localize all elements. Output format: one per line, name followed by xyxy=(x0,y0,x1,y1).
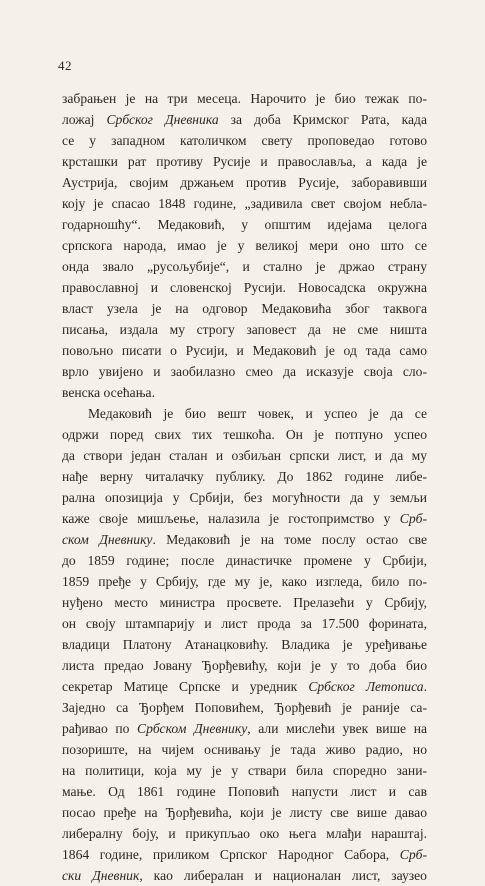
text-line xyxy=(62,466,427,487)
line-text: листа предао Јовану Ђорђевићу, који је у то доба био xyxy=(62,658,427,673)
line-text: српскога народа, имао је у великој мери оно што се xyxy=(62,238,427,253)
line-text: ложај xyxy=(62,112,107,127)
text-line xyxy=(62,214,427,235)
line-text: забрањен је на три месеца. Нарочито је био тежак по- xyxy=(62,91,427,106)
text-line xyxy=(62,844,427,865)
text-line xyxy=(62,697,427,718)
line-text: 1859 пређе у Србију, где му је, како изгледа, било по- xyxy=(62,574,427,589)
line-text: писања, издала му строгу заповест да не сме ништа xyxy=(62,322,427,337)
line-text: да створи један сталан и озбиљан српски лист, и да му xyxy=(62,448,427,463)
line-text: нађе верну читалачку публику. До 1862 године либе- xyxy=(62,469,427,484)
line-text: врло увијено и заобилазно смео да исказује своја сло- xyxy=(62,364,427,379)
italic-title: Србском Дневнику xyxy=(137,721,248,736)
text-line xyxy=(62,571,427,592)
text-line xyxy=(62,277,427,298)
text-line xyxy=(62,676,427,697)
line-text: он своју штампарију и лист прода за 17.500 форината, xyxy=(62,616,427,631)
line-text: секретар Матице Српске и уредник xyxy=(62,679,309,694)
line-text-rest: . Медаковић је на томе послу остао све xyxy=(152,532,427,547)
italic-title: Србског Дневника xyxy=(106,112,219,127)
line-text: до 1859 године; после династичке промене у Србији, xyxy=(62,553,427,568)
text-line xyxy=(62,382,427,403)
text-line xyxy=(62,508,427,529)
text-line xyxy=(62,655,427,676)
line-text: либералну боју, и прикупљао око њега млађи нараштај. xyxy=(62,826,427,841)
text-line xyxy=(62,403,427,424)
text-line xyxy=(62,109,427,130)
line-text: рална опозиција у Србији, без могућности да у земљи xyxy=(62,490,427,505)
line-text: владици Платону Атанацковићу. Владика је уређивање xyxy=(62,637,427,652)
line-text-rest: . xyxy=(423,679,427,694)
text-line xyxy=(62,424,427,445)
page-number: 42 xyxy=(58,58,72,73)
text-line xyxy=(62,613,427,634)
text-line xyxy=(62,88,427,109)
line-text: повољно писати о Русији, и Медаковић је од тада само xyxy=(62,343,427,358)
line-text: рађивао по xyxy=(62,721,138,736)
text-line xyxy=(62,235,427,256)
line-text: 1864 године, приликом Српског Народног Сабора, xyxy=(62,847,400,862)
line-text: се у западном католичком свету проповедао готово xyxy=(62,133,427,148)
body-text xyxy=(62,88,427,886)
line-text: крсташки рат противу Русије и православља, а када је xyxy=(62,154,427,169)
text-line xyxy=(62,319,427,340)
text-line xyxy=(62,172,427,193)
text-line xyxy=(62,256,427,277)
line-text: православној и словенској Русији. Новосадска окружна xyxy=(62,280,427,295)
line-text: венска осећања. xyxy=(62,385,155,400)
line-text: Заједно са Ђорђем Поповићем, Ђорђевић је раније са- xyxy=(62,700,427,715)
text-line xyxy=(62,487,427,508)
text-line xyxy=(62,634,427,655)
line-text: посао пређе на Ђорђевића, који је листу све више давао xyxy=(62,805,427,820)
text-line xyxy=(62,781,427,802)
line-text: каже своје мишљење, налазила је гостопримство у xyxy=(62,511,400,526)
line-text: на политици, која му је у ствари била споредно зани- xyxy=(62,763,427,778)
text-line xyxy=(62,298,427,319)
line-text: власт узела је на одговор Медаковића због таквога xyxy=(62,301,427,316)
italic-title: Србског Летописа xyxy=(308,679,424,694)
text-line xyxy=(62,802,427,823)
text-line xyxy=(62,550,427,571)
text-line xyxy=(62,823,427,844)
text-line xyxy=(62,718,427,739)
text-line xyxy=(62,760,427,781)
line-text: одржи поред свих тих тешкоћа. Он је потпуно успео xyxy=(62,427,427,442)
line-text-rest: за доба Кримског Рата, када xyxy=(218,112,427,127)
italic-title: Срб- xyxy=(399,511,427,526)
line-text: Медаковић је био вешт човек, и успео је да се xyxy=(88,406,427,421)
italic-title: ском Дневнику xyxy=(62,532,153,547)
line-text: позориште, на чијем оснивању је тада живо радио, но xyxy=(62,742,427,757)
text-line xyxy=(62,340,427,361)
italic-title: ски Дневник xyxy=(62,868,140,883)
text-line xyxy=(62,445,427,466)
line-text: Аустрија, својим држањем против Русије, заборавивши xyxy=(62,175,427,190)
line-text: годарношћу“. Медаковић, у општим идејама целога xyxy=(62,217,427,232)
text-line xyxy=(62,361,427,382)
text-line xyxy=(62,865,427,886)
text-line xyxy=(62,592,427,613)
text-line xyxy=(62,151,427,172)
line-text: нуђено место министра просвете. Прелазећи у Србију, xyxy=(62,595,427,610)
line-text-rest: , али мислећи увек више на xyxy=(247,721,427,736)
line-text: коју је спасао 1848 године, „задивила свет својом небла- xyxy=(62,196,427,211)
line-text-rest: , као либералан и националан лист, заузео xyxy=(139,868,427,883)
line-text: мање. Од 1861 године Поповић напусти лист и сав xyxy=(62,784,427,799)
line-text: онда звало „русољубије“, и стално је држао страну xyxy=(62,259,427,274)
text-line xyxy=(62,130,427,151)
italic-title: Срб- xyxy=(399,847,427,862)
text-line xyxy=(62,193,427,214)
text-line xyxy=(62,739,427,760)
text-line xyxy=(62,529,427,550)
